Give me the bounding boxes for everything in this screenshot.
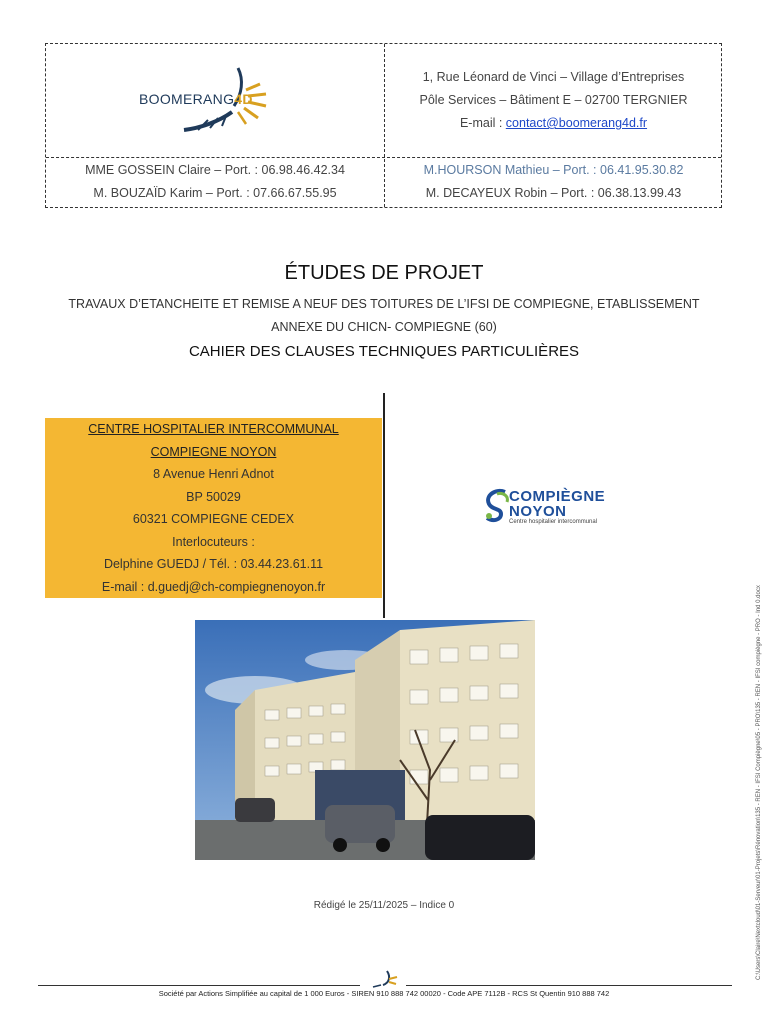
file-path: C:\Users\Claire\Nextcloud\01-Serveur\01-Projets\Rénovation\135 - REN - IFSI Compiègne\05 - PRO\135 - REN - IFSI compiègne - PRO - Ind 0.docx [756, 585, 762, 980]
logo-text-accent: 4D [234, 91, 253, 107]
building-photo-image [195, 620, 535, 860]
header-box [45, 43, 722, 208]
client-name-line-2: COMPIEGNE NOYON [150, 444, 277, 459]
contact-bouzaid: M. BOUZAÏD Karim – Port. : 07.66.67.55.95 [93, 186, 337, 200]
logo-text-main: BOOMERANG [139, 91, 235, 107]
contact-hourson: M.HOURSON Mathieu – Port. : 06.41.95.30.82 [423, 163, 684, 177]
building-photo [195, 620, 535, 860]
logo-wordmark [139, 91, 253, 107]
redaction-date: Rédigé le 25/11/2025 – Indice 0 [313, 900, 455, 911]
company-logo [46, 44, 384, 157]
footer-rule-right [406, 985, 732, 986]
contact-decayeux: M. DECAYEUX Robin – Port. : 06.38.13.99.43 [425, 186, 682, 200]
address-line-1: 1, Rue Léonard de Vinci – Village d’Entreprises [422, 70, 685, 84]
document-type: CAHIER DES CLAUSES TECHNIQUES PARTICULIÈRES [188, 343, 580, 360]
hospital-logo-line-2: NOYON [509, 503, 567, 520]
company-email-link[interactable]: contact@boomerang4d.fr [505, 116, 648, 130]
hospital-logo-icon [483, 488, 511, 524]
project-subtitle [60, 293, 708, 339]
client-box [45, 418, 382, 598]
page-title: ÉTUDES DE PROJET [284, 262, 484, 284]
subtitle-line-1: TRAVAUX D’ETANCHEITE ET REMISE A NEUF DES TOITURES DE L’IFSI DE COMPIEGNE, ETABLISSEMENT [68, 297, 700, 311]
client-contact: Delphine GUEDJ / Tél. : 03.44.23.61.11 [103, 557, 324, 571]
footer-rule-left [38, 985, 360, 986]
footer-logo-icon [369, 969, 399, 989]
client-email: E-mail : d.guedj@ch-compiegnenoyon.fr [101, 579, 326, 594]
contact-gossein: MME GOSSEIN Claire – Port. : 06.98.46.42.34 [85, 163, 345, 177]
client-city: 60321 COMPIEGNE CEDEX [132, 512, 295, 526]
company-address [384, 44, 723, 157]
footer-legal: Société par Actions Simplifiée au capital de 1 000 Euros - SIREN 910 888 742 00020 - Code APE 7112B - RCS St Quentin 910 888 742 [158, 989, 610, 998]
divider-client [383, 393, 385, 618]
subtitle-line-2: ANNEXE DU CHICN- COMPIEGNE (60) [271, 320, 497, 334]
hospital-logo-line-1: COMPIÈGNE [509, 488, 606, 505]
client-contacts-label: Interlocuteurs : [172, 534, 255, 549]
client-street: 8 Avenue Henri Adnot [153, 467, 274, 481]
hospital-logo-sub: Centre hospitalier intercommunal [509, 519, 598, 525]
contacts-left [46, 157, 384, 208]
contacts-right [384, 157, 723, 208]
client-name-line-1: CENTRE HOSPITALIER INTERCOMMUNAL [88, 422, 339, 436]
client-bp: BP 50029 [186, 489, 241, 504]
address-email-row [384, 112, 723, 135]
email-label: E-mail : [459, 116, 506, 130]
address-line-2: Pôle Services – Bâtiment E – 02700 TERGNIER [419, 93, 688, 107]
